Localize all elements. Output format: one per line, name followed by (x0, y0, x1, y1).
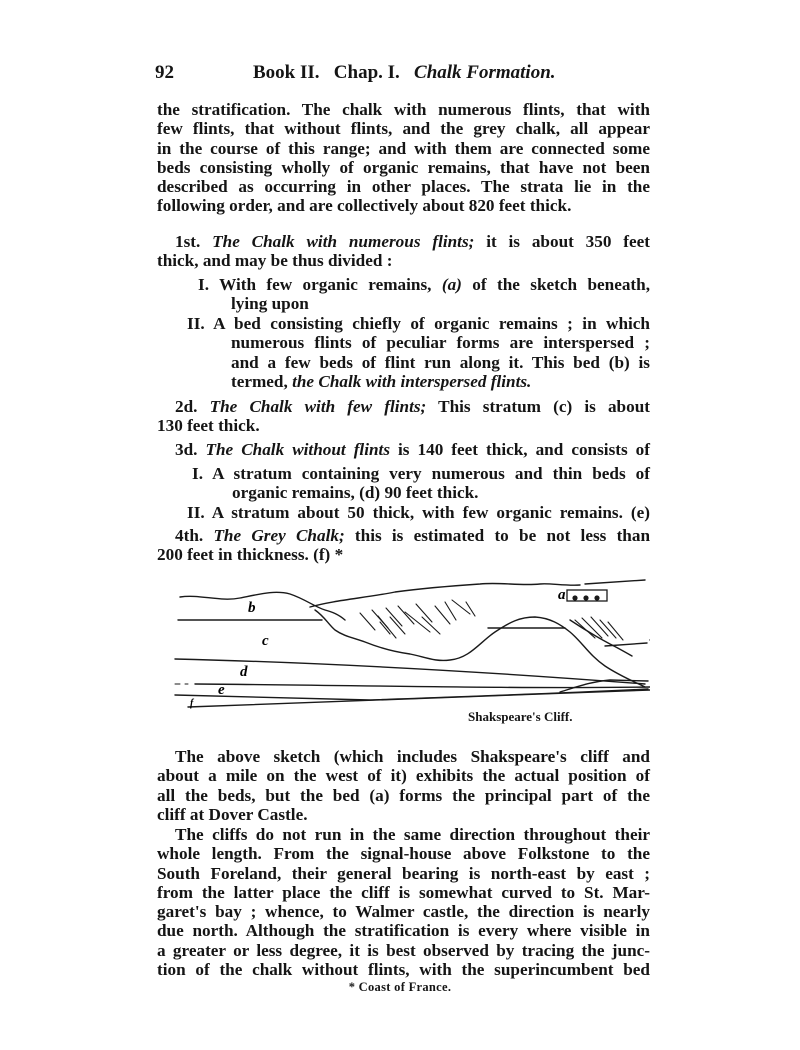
text-line: numerous flints of peculiar forms are interspersed ; (231, 333, 650, 353)
cliffs-direction-paragraph (157, 825, 650, 979)
stratum-fourth (157, 526, 650, 565)
text-line: all the beds, but the bed (a) forms the principal part of the (157, 785, 650, 805)
text-line: organic remains, (d) 90 feet thick. (232, 483, 479, 503)
text-line: tion of the chalk without flints, with the superincumbent bed (157, 960, 650, 980)
text-line: described as occurring in other places. The strata lie in the (157, 177, 650, 197)
cliff-top-line (310, 583, 580, 607)
text-line (157, 440, 650, 459)
text-fragment: termed, (231, 371, 288, 391)
text-line: a greater or less degree, it is best observed by tracing the junc- (157, 940, 650, 960)
item-numeral: II. (187, 503, 205, 522)
item-numeral: I. (192, 464, 203, 483)
text-line (187, 503, 650, 522)
text-line: few flints, that without flints, and the grey chalk, all appear (157, 119, 650, 139)
castle-dots (572, 595, 599, 600)
running-title (253, 62, 556, 84)
stratum-third (157, 440, 650, 459)
bed-f-base-line (188, 690, 650, 707)
text-line (157, 397, 650, 416)
sketch-label-d: d (240, 664, 248, 680)
cliff-face-line (570, 620, 632, 656)
sketch-label-c: c (262, 633, 269, 649)
stratum-third-item-2 (187, 503, 650, 522)
sketch-label-b: b (248, 600, 256, 616)
page-number: 92 (155, 62, 174, 83)
text-line: beds consisting wholly of organic remains, that have not been (157, 157, 650, 177)
stratum-first-item-2 (187, 314, 650, 391)
stratum-second (157, 397, 650, 436)
intro-paragraph (157, 100, 650, 216)
text-line: from the latter place the cliff is somewhat curved to St. Mar- (157, 882, 650, 902)
text-fragment: A bed consisting chiefly of organic remains ; in which (213, 314, 650, 333)
stratum-title: The Chalk with numerous flints; (212, 232, 475, 251)
text-fragment: this is estimated to be not less than (344, 526, 651, 545)
text-line: cliff at Dover Castle. (157, 804, 308, 824)
chapter-label: Chap. I. (333, 62, 400, 83)
stratum-first-item-1 (198, 275, 650, 314)
text-fragment: A stratum about 50 thick, with few organic remains. (e) (211, 503, 650, 522)
sketch-caption: Shakspeare's Cliff. (468, 709, 573, 724)
text-line: South Foreland, their general bearing is north-east by east ; (157, 863, 650, 883)
text-fragment: is 140 feet thick, and consists of (390, 440, 651, 459)
item-numeral: II. (187, 314, 205, 333)
stratum-ordinal: 4th. (175, 526, 204, 545)
text-line: The above sketch (which includes Shakspeare's cliff and (175, 747, 650, 766)
sketch-label-a: a (558, 587, 566, 603)
text-line: 130 feet thick. (157, 416, 260, 436)
text-line: lying upon (231, 294, 309, 314)
text-line: in the course of this range; and with them are connected some (157, 138, 650, 158)
bed-label: (a) (441, 275, 462, 294)
sketch-label-e: e (218, 682, 225, 698)
text-line: 200 feet in thickness. (f) * (157, 545, 344, 565)
text-line (192, 464, 650, 483)
stratum-title: The Chalk without flints (205, 440, 391, 459)
text-line: following order, and are collectively about 820 feet thick. (157, 196, 572, 216)
text-fragment: it is about 350 feet (474, 232, 650, 251)
italic-term: the Chalk with interspersed flints. (292, 371, 532, 391)
stratum-title: The Grey Chalk; (213, 526, 345, 545)
sketch-explanation-paragraph (157, 747, 650, 824)
book-label: Book II. (253, 62, 320, 83)
text-line: whole length. From the signal-house above Folkstone to the (157, 844, 650, 864)
stratum-third-item-1 (192, 464, 650, 503)
stratum-ordinal: 3d. (175, 440, 198, 459)
text-line (157, 232, 650, 251)
text-fragment: With few organic remains, (219, 275, 432, 294)
stratum-ordinal: 1st. (175, 232, 201, 251)
text-fragment: A stratum containing very numerous and thin beds of (212, 464, 650, 483)
text-line: thick, and may be thus divided : (157, 251, 393, 271)
stratum-first (157, 232, 650, 271)
text-fragment: of the sketch beneath, (472, 275, 651, 294)
text-line (187, 372, 650, 391)
bed-b-top-line (180, 592, 345, 620)
text-line: The cliffs do not run in the same direction throughout their (175, 825, 650, 844)
item-numeral: I. (198, 275, 209, 294)
text-line (198, 275, 650, 294)
sketch-label-f: f (190, 698, 194, 709)
text-fragment: This stratum (c) is about (426, 397, 650, 416)
text-line: garet's bay ; whence, to Walmer castle, the direction is nearly (157, 902, 650, 922)
text-line: the stratification. The chalk with numerous flints, that with (157, 100, 650, 119)
cliff-top-line-right (585, 580, 645, 584)
running-header (155, 62, 650, 88)
text-line: and a few beds of flint run along it. This bed (b) is (231, 352, 650, 372)
text-line (157, 526, 650, 545)
text-line (187, 314, 650, 333)
stratum-title: The Chalk with few flints; (209, 397, 427, 416)
geological-sketch (150, 572, 650, 722)
section-title: Chalk Formation. (414, 62, 556, 83)
text-line: about a mile on the west of it) exhibits the actual position of (157, 766, 650, 786)
stratum-ordinal: 2d. (175, 397, 198, 416)
footnote: * Coast of France. (348, 980, 452, 994)
text-line: due north. Although the stratification is every where visible in (157, 921, 650, 941)
